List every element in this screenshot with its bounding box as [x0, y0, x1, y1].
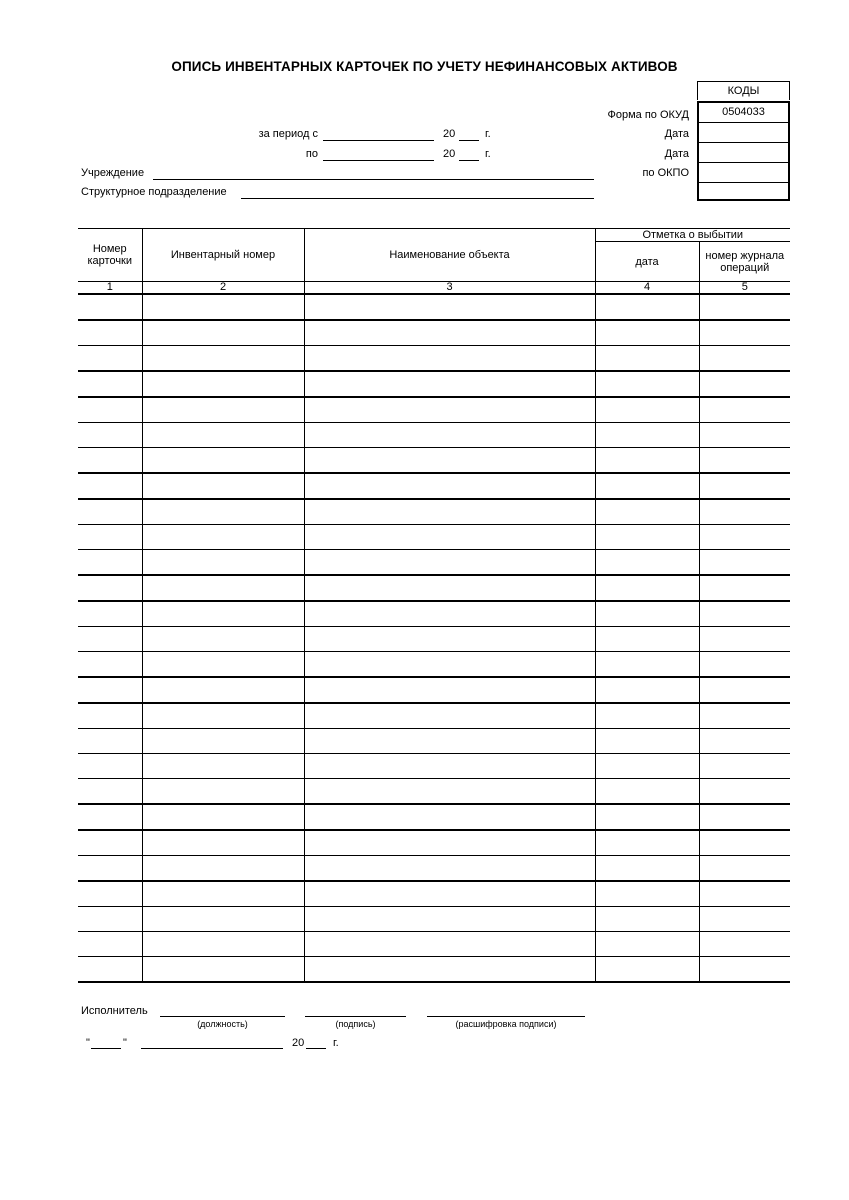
object-name-cell[interactable]	[304, 294, 595, 320]
col-number-5: 5	[699, 282, 790, 295]
journal-number-cell[interactable]	[699, 550, 790, 576]
col-inventory-number-header: Инвентарный номер	[142, 229, 304, 282]
date2-label: Дата	[664, 148, 689, 160]
date1-code-cell[interactable]	[699, 123, 788, 143]
disposal-date-cell[interactable]	[595, 804, 699, 830]
journal-number-cell[interactable]	[699, 601, 790, 627]
journal-number-cell[interactable]	[699, 754, 790, 779]
disposal-date-cell[interactable]	[595, 627, 699, 652]
executor-decoding-field[interactable]	[427, 1016, 585, 1017]
journal-number-cell[interactable]	[699, 957, 790, 983]
codes-header: КОДЫ	[697, 81, 790, 100]
inventory-number-cell[interactable]	[142, 448, 304, 474]
inventory-number-cell[interactable]	[142, 371, 304, 397]
inventory-number-cell[interactable]	[142, 932, 304, 957]
col-number-1: 1	[78, 282, 142, 295]
inventory-number-cell[interactable]	[142, 575, 304, 601]
period-from-date-field[interactable]	[323, 140, 434, 141]
executor-position-field[interactable]	[160, 1016, 285, 1017]
disposal-date-cell[interactable]	[595, 754, 699, 779]
date2-code-cell[interactable]	[699, 143, 788, 163]
journal-number-cell[interactable]	[699, 729, 790, 754]
inventory-table	[78, 228, 790, 983]
journal-number-cell[interactable]	[699, 575, 790, 601]
journal-number-cell[interactable]	[699, 499, 790, 525]
card-number-cell[interactable]	[78, 294, 142, 320]
object-name-cell[interactable]	[304, 320, 595, 346]
journal-number-cell[interactable]	[699, 932, 790, 957]
period-from-year-prefix: 20	[443, 128, 456, 140]
institution-field[interactable]	[153, 179, 594, 180]
table-row	[78, 957, 790, 983]
journal-number-cell[interactable]	[699, 525, 790, 550]
subdivision-label: Структурное подразделение	[81, 186, 227, 198]
disposal-date-cell[interactable]	[595, 423, 699, 448]
okud-label: Форма по ОКУД	[607, 109, 689, 121]
card-number-cell[interactable]	[78, 703, 142, 729]
table-row	[78, 525, 790, 550]
card-number-cell[interactable]	[78, 830, 142, 856]
disposal-date-cell[interactable]	[595, 499, 699, 525]
inventory-number-cell[interactable]	[142, 804, 304, 830]
disposal-date-cell[interactable]	[595, 856, 699, 882]
col-card-number-header: Номер карточки	[78, 229, 142, 282]
inventory-number-cell[interactable]	[142, 525, 304, 550]
card-number-cell[interactable]	[78, 652, 142, 678]
table-row	[78, 601, 790, 627]
footer-year-field[interactable]	[306, 1048, 326, 1049]
inventory-number-cell[interactable]	[142, 856, 304, 882]
card-number-cell[interactable]	[78, 575, 142, 601]
disposal-date-cell[interactable]	[595, 320, 699, 346]
card-number-cell[interactable]	[78, 423, 142, 448]
card-number-cell[interactable]	[78, 779, 142, 805]
disposal-date-cell[interactable]	[595, 830, 699, 856]
period-to-year-prefix: 20	[443, 148, 456, 160]
table-row	[78, 932, 790, 957]
card-number-cell[interactable]	[78, 601, 142, 627]
executor-signature-field[interactable]	[305, 1016, 406, 1017]
object-name-cell[interactable]	[304, 550, 595, 576]
disposal-mark-header: Отметка о выбытии	[595, 229, 790, 242]
col-number-4: 4	[595, 282, 699, 295]
disposal-date-cell[interactable]	[595, 932, 699, 957]
disposal-date-cell[interactable]	[595, 525, 699, 550]
object-name-cell[interactable]	[304, 703, 595, 729]
inventory-number-cell[interactable]	[142, 881, 304, 907]
table-row	[78, 907, 790, 932]
inventory-number-cell[interactable]	[142, 397, 304, 423]
object-name-cell[interactable]	[304, 830, 595, 856]
inventory-number-cell[interactable]	[142, 550, 304, 576]
object-name-cell[interactable]	[304, 575, 595, 601]
card-number-cell[interactable]	[78, 804, 142, 830]
object-name-cell[interactable]	[304, 881, 595, 907]
journal-number-cell[interactable]	[699, 804, 790, 830]
object-name-cell[interactable]	[304, 397, 595, 423]
object-name-cell[interactable]	[304, 346, 595, 372]
inventory-number-cell[interactable]	[142, 601, 304, 627]
inventory-number-cell[interactable]	[142, 627, 304, 652]
inventory-number-cell[interactable]	[142, 907, 304, 932]
table-row	[78, 856, 790, 882]
table-row	[78, 830, 790, 856]
month-field[interactable]	[141, 1048, 283, 1049]
table-row	[78, 729, 790, 754]
col-number-2: 2	[142, 282, 304, 295]
disposal-date-cell[interactable]	[595, 729, 699, 754]
inventory-number-cell[interactable]	[142, 779, 304, 805]
card-number-cell[interactable]	[78, 907, 142, 932]
object-name-cell[interactable]	[304, 652, 595, 678]
card-number-cell[interactable]	[78, 371, 142, 397]
inventory-number-cell[interactable]	[142, 652, 304, 678]
footer-year-suffix: г.	[333, 1037, 339, 1049]
card-number-cell[interactable]	[78, 677, 142, 703]
card-number-cell[interactable]	[78, 729, 142, 754]
card-number-cell[interactable]	[78, 881, 142, 907]
journal-number-cell[interactable]	[699, 779, 790, 805]
okpo-label: по ОКПО	[642, 167, 689, 179]
date1-label: Дата	[664, 128, 689, 140]
inventory-number-cell[interactable]	[142, 294, 304, 320]
journal-number-cell[interactable]	[699, 397, 790, 423]
table-row	[78, 371, 790, 397]
inventory-number-cell[interactable]	[142, 320, 304, 346]
disposal-date-cell[interactable]	[595, 346, 699, 372]
journal-number-cell[interactable]	[699, 677, 790, 703]
table-row	[78, 575, 790, 601]
object-name-cell[interactable]	[304, 499, 595, 525]
disposal-date-cell[interactable]	[595, 473, 699, 499]
disposal-date-cell[interactable]	[595, 652, 699, 678]
decoding-caption: (расшифровка подписи)	[455, 1019, 557, 1029]
object-name-cell[interactable]	[304, 423, 595, 448]
object-name-cell[interactable]	[304, 601, 595, 627]
disposal-date-cell[interactable]	[595, 575, 699, 601]
inventory-number-cell[interactable]	[142, 499, 304, 525]
day-quote-open: "	[86, 1037, 90, 1049]
position-caption: (должность)	[197, 1019, 248, 1029]
disposal-date-cell[interactable]	[595, 448, 699, 474]
object-name-cell[interactable]	[304, 627, 595, 652]
okud-code-cell[interactable]: 0504033	[699, 103, 788, 123]
table-row	[78, 677, 790, 703]
disposal-date-cell[interactable]	[595, 294, 699, 320]
document-title: ОПИСЬ ИНВЕНТАРНЫХ КАРТОЧЕК ПО УЧЕТУ НЕФИНАНСОВЫХ АКТИВОВ	[171, 59, 678, 74]
object-name-cell[interactable]	[304, 804, 595, 830]
disposal-date-cell[interactable]	[595, 397, 699, 423]
codes-box	[697, 101, 790, 201]
okpo-code-cell[interactable]	[699, 163, 788, 183]
card-number-cell[interactable]	[78, 932, 142, 957]
disposal-date-cell[interactable]	[595, 907, 699, 932]
object-name-cell[interactable]	[304, 525, 595, 550]
table-row	[78, 881, 790, 907]
day-field[interactable]	[91, 1048, 121, 1049]
table-row	[78, 703, 790, 729]
card-number-cell[interactable]	[78, 473, 142, 499]
inventory-number-cell[interactable]	[142, 729, 304, 754]
inventory-number-cell[interactable]	[142, 423, 304, 448]
disposal-date-cell[interactable]	[595, 957, 699, 983]
col-date-header: дата	[595, 242, 699, 282]
journal-number-cell[interactable]	[699, 652, 790, 678]
object-name-cell[interactable]	[304, 907, 595, 932]
journal-number-cell[interactable]	[699, 881, 790, 907]
card-number-cell[interactable]	[78, 627, 142, 652]
card-number-cell[interactable]	[78, 397, 142, 423]
table-row	[78, 779, 790, 805]
table-row	[78, 473, 790, 499]
card-number-cell[interactable]	[78, 550, 142, 576]
col-number-3: 3	[304, 282, 595, 295]
journal-number-cell[interactable]	[699, 371, 790, 397]
journal-number-cell[interactable]	[699, 627, 790, 652]
object-name-cell[interactable]	[304, 473, 595, 499]
disposal-date-cell[interactable]	[595, 371, 699, 397]
inventory-number-cell[interactable]	[142, 346, 304, 372]
col-journal-number-header: номер журнала операций	[699, 242, 790, 282]
card-number-cell[interactable]	[78, 754, 142, 779]
journal-number-cell[interactable]	[699, 448, 790, 474]
card-number-cell[interactable]	[78, 957, 142, 983]
disposal-date-cell[interactable]	[595, 881, 699, 907]
table-row	[78, 448, 790, 474]
object-name-cell[interactable]	[304, 677, 595, 703]
journal-number-cell[interactable]	[699, 703, 790, 729]
inventory-number-cell[interactable]	[142, 473, 304, 499]
object-name-cell[interactable]	[304, 729, 595, 754]
period-to-year-suffix: г.	[485, 148, 491, 160]
journal-number-cell[interactable]	[699, 346, 790, 372]
extra-code-cell[interactable]	[699, 183, 788, 202]
card-number-cell[interactable]	[78, 346, 142, 372]
table-row	[78, 346, 790, 372]
period-to-label: по	[305, 148, 318, 160]
object-name-cell[interactable]	[304, 856, 595, 882]
object-name-cell[interactable]	[304, 779, 595, 805]
footer-year-prefix: 20	[292, 1037, 305, 1049]
subdivision-field[interactable]	[241, 198, 594, 199]
disposal-date-cell[interactable]	[595, 550, 699, 576]
card-number-cell[interactable]	[78, 856, 142, 882]
period-from-year-field[interactable]	[459, 140, 479, 141]
journal-number-cell[interactable]	[699, 907, 790, 932]
executor-label: Исполнитель	[81, 1005, 148, 1017]
journal-number-cell[interactable]	[699, 423, 790, 448]
disposal-date-cell[interactable]	[595, 677, 699, 703]
table-row	[78, 627, 790, 652]
disposal-date-cell[interactable]	[595, 779, 699, 805]
table-row	[78, 804, 790, 830]
card-number-cell[interactable]	[78, 448, 142, 474]
journal-number-cell[interactable]	[699, 473, 790, 499]
object-name-cell[interactable]	[304, 754, 595, 779]
institution-label: Учреждение	[81, 167, 145, 179]
card-number-cell[interactable]	[78, 525, 142, 550]
object-name-cell[interactable]	[304, 448, 595, 474]
signature-caption: (подпись)	[335, 1019, 376, 1029]
table-row	[78, 397, 790, 423]
disposal-date-cell[interactable]	[595, 703, 699, 729]
table-row	[78, 652, 790, 678]
table-row	[78, 550, 790, 576]
inventory-number-cell[interactable]	[142, 703, 304, 729]
inventory-number-cell[interactable]	[142, 957, 304, 983]
disposal-date-cell[interactable]	[595, 601, 699, 627]
card-number-cell[interactable]	[78, 499, 142, 525]
col-object-name-header: Наименование объекта	[304, 229, 595, 282]
table-row	[78, 294, 790, 320]
period-to-date-field[interactable]	[323, 160, 434, 161]
table-row	[78, 754, 790, 779]
period-from-year-suffix: г.	[485, 128, 491, 140]
day-quote-close: "	[123, 1037, 127, 1049]
inventory-number-cell[interactable]	[142, 754, 304, 779]
object-name-cell[interactable]	[304, 371, 595, 397]
table-row	[78, 423, 790, 448]
journal-number-cell[interactable]	[699, 830, 790, 856]
card-number-cell[interactable]	[78, 320, 142, 346]
table-row	[78, 499, 790, 525]
period-from-label: за период с	[258, 128, 318, 140]
period-to-year-field[interactable]	[459, 160, 479, 161]
inventory-number-cell[interactable]	[142, 677, 304, 703]
journal-number-cell[interactable]	[699, 320, 790, 346]
inventory-number-cell[interactable]	[142, 830, 304, 856]
object-name-cell[interactable]	[304, 932, 595, 957]
journal-number-cell[interactable]	[699, 856, 790, 882]
table-row	[78, 320, 790, 346]
object-name-cell[interactable]	[304, 957, 595, 983]
journal-number-cell[interactable]	[699, 294, 790, 320]
